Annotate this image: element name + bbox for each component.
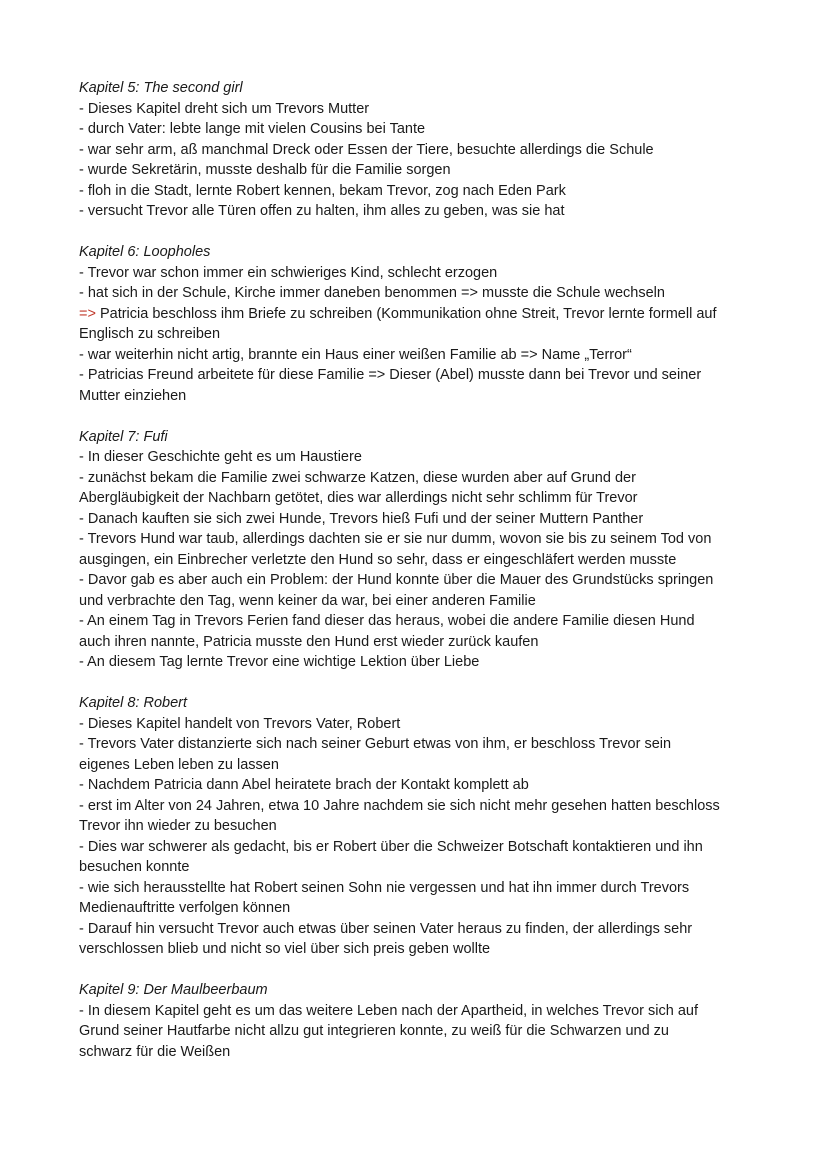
section-heading: Kapitel 8: Robert [79,695,188,711]
text-line: - Trevor war schon immer ein schwieriges Kind, schlecht erzogen [79,264,498,281]
text-line-with-arrow [79,304,788,325]
text-line: - versucht Trevor alle Türen offen zu halten, ihm alles zu geben, was sie hat [79,203,565,219]
text-line: Abergläubigkeit der Nachbarn getötet, dies war allerdings nicht sehr schlimm für Trevor [79,490,638,506]
arrow-prefix: => [79,305,96,322]
text-line: Englisch zu schreiben [79,326,221,342]
text-line: - Dieses Kapitel dreht sich um Trevors Mutter [79,100,370,117]
section-kapitel-6 [79,242,788,406]
text-line: - Nachdem Patricia dann Abel heiratete brach der Kontakt komplett ab [79,777,529,793]
text-line: - Patricias Freund arbeitete für diese Familie => Dieser (Abel) musste dann bei Trevor und seiner [79,367,702,383]
text-line: - Darauf hin versucht Trevor auch etwas über seinen Vater heraus zu finden, der allerdings sehr [79,920,693,937]
text-line: und verbrachte den Tag, wenn keiner da war, bei einer anderen Familie [79,592,536,609]
text-line: - wurde Sekretärin, musste deshalb für die Familie sorgen [79,162,451,178]
section-kapitel-8 [79,693,788,960]
arrow-line-text: Patricia beschloss ihm Briefe zu schreiben (Kommunikation ohne Streit, Trevor lernte formell auf [95,305,717,322]
text-line: Medienauftritte verfolgen können [79,900,291,916]
text-line: - Trevors Hund war taub, allerdings dachten sie er sie nur dumm, wovon sie bis zu seinem Tod von [79,531,712,547]
section-kapitel-9 [79,980,788,1062]
text-line: - Dies war schwerer als gedacht, bis er Robert über die Schweizer Botschaft kontaktieren und ihn [79,838,703,855]
text-line: - An diesem Tag lernte Trevor eine wichtige Lektion über Liebe [79,654,480,670]
text-line: verschlossen blieb und nicht so viel über sich preis geben wollte [79,941,491,957]
text-line: - wie sich herausstellte hat Robert seinen Sohn nie vergessen und hat ihn immer durch Trevors [79,879,690,896]
text-line: - hat sich in der Schule, Kirche immer daneben benommen => musste die Schule wechseln [79,285,665,301]
section-kapitel-5 [79,78,788,222]
text-line: schwarz für die Weißen [79,1043,231,1060]
text-line: - war weiterhin nicht artig, brannte ein Haus einer weißen Familie ab => Name „Terror“ [79,346,632,363]
text-line: - floh in die Stadt, lernte Robert kennen, bekam Trevor, zog nach Eden Park [79,182,566,199]
text-line: Trevor ihn wieder zu besuchen [79,818,277,834]
text-line: Mutter einziehen [79,387,187,404]
section-heading: Kapitel 5: The second girl [79,80,243,96]
section-heading: Kapitel 9: Der Maulbeerbaum [79,982,268,998]
text-line: besuchen konnte [79,859,190,875]
text-line: eigenes Leben leben zu lassen [79,756,279,773]
text-line: Grund seiner Hautfarbe nicht allzu gut integrieren konnte, zu weiß für die Schwarzen und zu [79,1023,669,1039]
section-heading: Kapitel 7: Fufi [79,428,168,445]
text-line: - Danach kauften sie sich zwei Hunde, Trevors hieß Fufi und der seiner Muttern Panther [79,510,644,527]
section-kapitel-7 [79,427,788,673]
text-line: - durch Vater: lebte lange mit vielen Cousins bei Tante [79,121,426,137]
text-line: - zunächst bekam die Familie zwei schwarze Katzen, diese wurden aber auf Grund der [79,469,636,486]
text-line: auch ihren nannte, Patricia musste den Hund erst wieder zurück kaufen [79,633,539,650]
text-line: - In diesem Kapitel geht es um das weitere Leben nach der Apartheid, in welches Trevor sich auf [79,1002,699,1019]
text-line: - In dieser Geschichte geht es um Haustiere [79,449,362,465]
text-line: - Trevors Vater distanzierte sich nach seiner Geburt etwas von ihm, er beschloss Trevor sein [79,736,672,752]
text-line: - Davor gab es aber auch ein Problem: der Hund konnte über die Mauer des Grundstücks springen [79,572,714,588]
text-line: - Dieses Kapitel handelt von Trevors Vater, Robert [79,715,401,732]
text-line: - erst im Alter von 24 Jahren, etwa 10 Jahre nachdem sie sich nicht mehr gesehen hatten beschloss [79,797,720,814]
text-line: - war sehr arm, aß manchmal Dreck oder Essen der Tiere, besuchte allerdings die Schule [79,141,654,158]
text-line: - An einem Tag in Trevors Ferien fand dieser das heraus, wobei die andere Familie diesen Hund [79,613,695,629]
text-line: ausgingen, ein Einbrecher verletzte den Hund so sehr, dass er eingeschläfert werden musste [79,551,677,568]
section-heading: Kapitel 6: Loopholes [79,244,211,260]
